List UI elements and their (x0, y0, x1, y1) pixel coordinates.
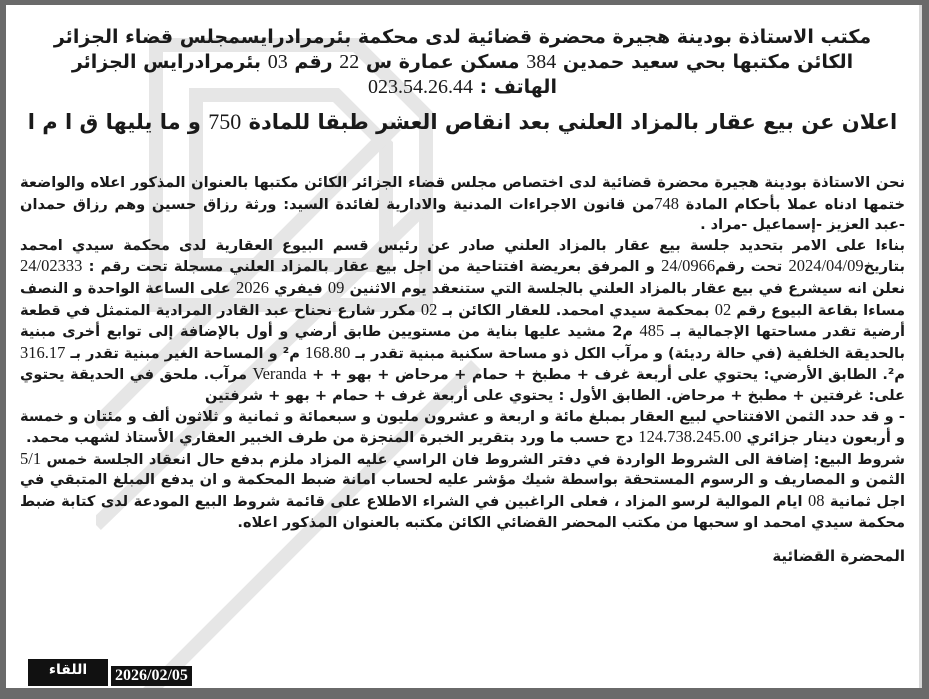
paragraph-details (20, 236, 905, 407)
paragraph-conditions (20, 449, 905, 533)
text: تحت رقم (715, 258, 783, 276)
publication-date: 2026/02/05 (111, 666, 192, 686)
auction-year: 2026 (235, 277, 269, 297)
text: م². الطابق الأرضي: يحتوي على أربعة غرف + مطبخ + حمام + مرحاض + بهو + + (312, 366, 905, 384)
office-address (6, 50, 919, 75)
office-header (6, 25, 919, 100)
address-number: 384 (526, 51, 557, 73)
address-text: رقم (294, 51, 333, 73)
address-number: 03 (267, 51, 288, 73)
text: الثمن و المصاريف و الرسوم المستحقة بواسطة شيك مؤشر عليه لحساب امانة ضبط المحكمة و ان يدفع المبلغ المتبقي في اجل ثمانية (20, 471, 905, 510)
address-text: بئرمرادرايس الجزائر (71, 51, 262, 73)
text: بمحكمة سيدي امحمد. للعقار الكائن بـ (442, 301, 710, 319)
notice-title (6, 108, 919, 136)
signature: المحضرة القضائية (772, 547, 905, 566)
registration-number: 24/02333 (20, 256, 83, 276)
phone-label: الهاتف : (479, 76, 557, 98)
text: من قانون الاجراءات المدنية والادارية لفائدة السيد: ورثة رزاق حسين وهم رزاق حمدان -عبد العزيز -إسماعيل -مراد . (20, 195, 905, 234)
veranda-word: Veranda (252, 364, 307, 384)
street-number: 02 (420, 299, 438, 319)
opening-price: 124.738.245.00 (638, 427, 742, 447)
publication-footer (28, 659, 192, 686)
office-name: مكتب الاستاذة بودينة هجيرة محضرة قضائية لدى محكمة بئرمرادرايسمجلس قضاء الجزائر (53, 26, 872, 48)
text: - و قد حدد الثمن الافتتاحي لبيع العقار بمبلغ مائة و اربعة و عشرون مليون و سبعمائة و ثمانية و ثلاثون ألف و مئتان و خمسة و أربعون دينار جزائري (20, 407, 905, 447)
text: مكرر شارع نحناح عبد القادر المرادية المتمثل في قطعة أرضية تقدر مساحتها الإجمالية بـ (20, 301, 905, 341)
order-date: 2024/04/09 (788, 256, 864, 276)
notice-body (20, 173, 905, 533)
paragraph-price (20, 407, 905, 449)
text: ايام الموالية لرسو المزاد ، فعلى الراغبين في الشراء الاطلاع على قائمة شروط البيع المودعة لدى كتابة ضبط محكمة سيدي امحمد او سحبها من مكتب المحضر القضائي الكائن مكتبه بالعنوان المذكور اعلاه. (20, 492, 905, 531)
address-text: الكائن مكتبها بحي سعيد حمدين (562, 51, 854, 73)
built-area: 168.80 (305, 342, 351, 362)
article-number: 750 (208, 109, 242, 134)
text: دج حسب ما ورد بتقرير الخبرة المنجزة من طرف الخبير العقاري الأستاذ لشهب محمد. (25, 429, 634, 447)
notice-frame (6, 5, 922, 688)
payment-days: 08 (807, 490, 825, 510)
address-number: 22 (339, 51, 360, 73)
total-area: 485 (639, 321, 665, 341)
text: فيفري (274, 279, 323, 297)
text: م² و المساحة الغير مبنية تقدر بـ (70, 344, 300, 362)
text: م2 مشيد عليها بناية من مستويين طابق أرضي و أول بالإضافة إلى توابع أخرى مبنية بالحديقة الخلفية (في حالة رديئة) و مرآب الكل ذو مساحة سكنية مبنية تقدر بـ (20, 323, 905, 362)
auction-day: 09 (327, 277, 345, 297)
deposit-fraction: 5/1 (20, 448, 42, 468)
title-text: و ما يليها ق ا م ا (27, 110, 201, 134)
room-number: 02 (714, 299, 732, 319)
text: بناءا على الامر بتحديد جلسة بيع عقار بالمزاد العلني صادر عن رئيس قسم البيوع العقارية لدى محكمة سيدي امحمد بتاريخ (20, 236, 905, 276)
unbuilt-area: 316.17 (20, 342, 66, 362)
text: على الساعة الواحدة و النصف مساءا بقاعة البيوع رقم (20, 279, 905, 319)
text: شروط البيع: إضافة الى الشروط الواردة في دفتر الشروط فان الراسي عليه المزاد ملزم بدفع حال انعقاد الجلسة خمس (46, 450, 905, 468)
office-phone (6, 75, 919, 100)
address-text: مسكن عمارة س (365, 51, 520, 73)
order-reference: 24/0966 (661, 256, 716, 276)
paragraph-intro (20, 173, 905, 236)
title-text: اعلان عن بيع عقار بالمزاد العلني بعد انقاص العشر طبقا للمادة (248, 110, 898, 134)
newspaper-name: اللقاء (28, 659, 108, 686)
notice-content (6, 5, 919, 688)
phone-number: 023.54.26.44 (368, 76, 474, 98)
text: نعلن انه سيشرع في بيع عقار بالمزاد العلني بالجلسة التي ستنعقد يوم الاثنين (349, 279, 905, 297)
text: و المرفق بعريضة افتتاحية من اجل بيع عقار بالمزاد العلني مسجلة تحت رقم : (88, 258, 655, 276)
article-number: 748 (654, 193, 680, 213)
text: نحن الاستاذة بودينة هجيرة محضرة قضائية لدى اختصاص مجلس قضاء الجزائر الكائن مكتبها بالعنوان المذكور اعلاه والواضعة ختمها ادناه عملا بأحكام المادة (20, 174, 905, 213)
text: مرآب. ملحق في الحديقة يحتوي على: غرفتين + مطبخ + مرحاض. الطابق الأول : يحتوي على أربعة غرف + حمام + بهو + شرفتين (20, 366, 905, 404)
